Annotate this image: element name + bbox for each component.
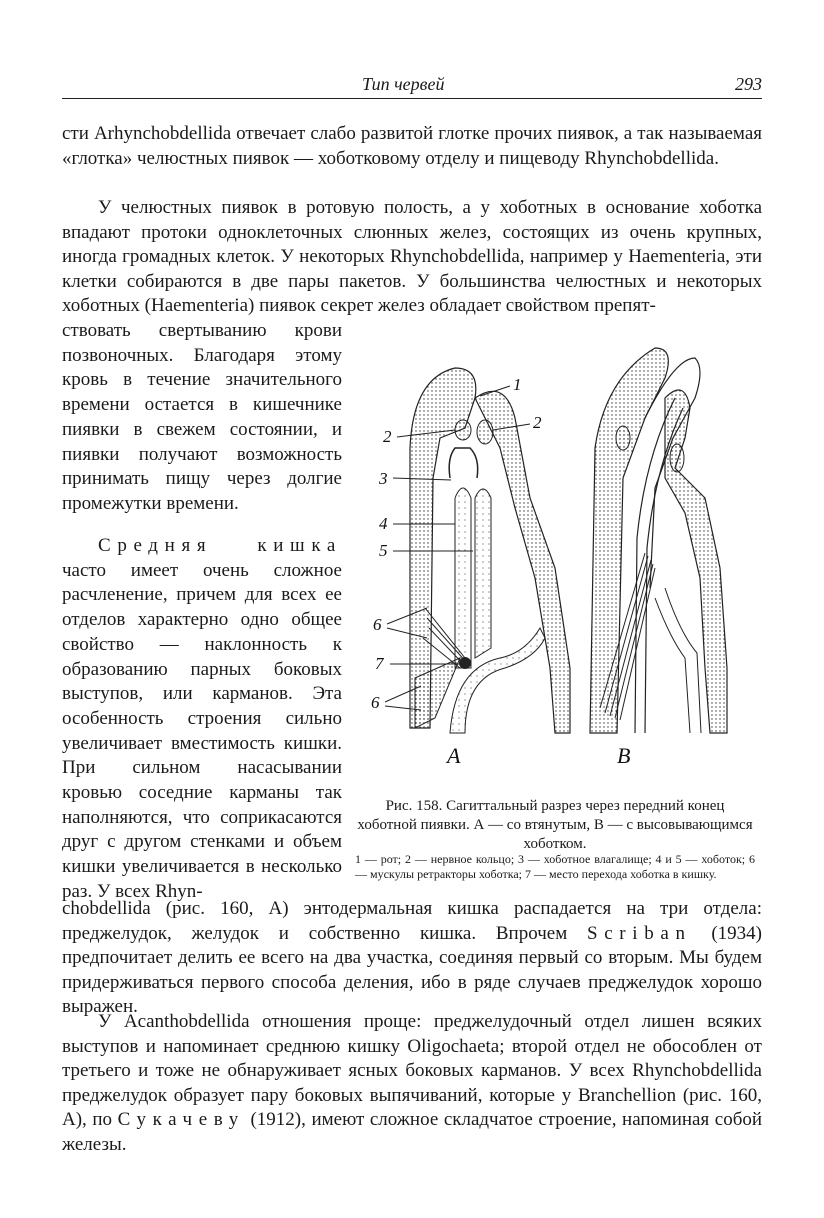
author-scriban: Scriban [587, 922, 692, 944]
fig-label-3: 3 [379, 469, 388, 488]
fig-label-1: 1 [513, 375, 522, 394]
author-sukachev: Сукачеву [117, 1109, 245, 1131]
paragraph-3-full [62, 897, 762, 1020]
paragraph-2-column: ствовать свертыванию крови позвоночных. Благодаря этому кровь в течение значительного времени остается в кишечнике пиявки в свежем состоянии, и пиявки получают возможность принимать пищу через долгие промежутки времени. [62, 320, 342, 514]
fig-label-2-right: 2 [533, 413, 542, 432]
panel-a-label: A [447, 743, 461, 768]
paragraph-1: сти Arhynchobdellida отвечает слабо развитой глотке прочих пиявок, а так называемая «глотка» челюстных пиявок — хоботковому отделу и пищеводу Rhynchobdellida. [62, 123, 762, 169]
paragraph-2: У челюстных пиявок в ротовую полость, а у хоботных в основание хоботка впадают протоки одноклеточных слюнных желез, состоящих из очень крупных, иногда громадных клеток. У некоторых Rhynchobdellida, например у Haementeria, эти клетки собираются в две пары пакетов. У большинства челюстных и некоторых хоботных (Haementeria) пиявок секрет желез обладает свойством препят- [62, 197, 762, 317]
fig-label-5: 5 [379, 541, 388, 560]
paragraph-3-full-text: chobdellida (рис. 160, А) энтодермальная кишка распадается на три отдела: преджелудок, желудок и собственно кишка. Впрочем [62, 898, 762, 944]
figure-158 [355, 338, 755, 778]
paragraph-3-column-text: часто имеет очень сложное расчленение, причем для всех ее отделов характерно одно общее свойство — наклонность к образованию парных боковых выступов, или карманов. Эта особенность строения сильно увеличивает вместимость кишки. При сильном насасывании кровью соседние карманы так наполняются, что соприкасаются друг с другом стенками и объем кишки увеличивается в несколько раз. У всех Rhyn- [62, 559, 342, 902]
fig-label-6-lower: 6 [371, 693, 380, 712]
paragraph-4-start: У Acanthobdellida отношения проще: преджелудочный отдел лишен всяких выступов и напоминает среднюю кишку Oligochaeta; второй отдел не обособлен от третьего и тоже не обнаруживает ясных боковых карманов. У всех Rhynchobdellida преджелудок образует пару боковых выпячиваний, которые у Branchellion (рис. 160, А), по [62, 1011, 762, 1131]
paragraph-3-lead: Средняя кишка [98, 535, 342, 556]
figure-caption: Рис. 158. Сагиттальный разрез через передний конец хоботной пиявки. А — со втянутым, В — с высовывающимся хоботком. [357, 798, 753, 852]
page-number: 293 [735, 74, 762, 94]
fig-label-7: 7 [375, 654, 384, 673]
paragraph-3-end: (1934) предпочитает делить ее всего на два участка, соединяя первый со вторым. Мы будем придерживаться первого способа деления, ибо в ряде случаев преджелудок хорошо выражен. [62, 922, 763, 1018]
running-title: Тип червей [362, 74, 445, 94]
panel-b-drawing [590, 348, 727, 733]
paragraph-4 [62, 1010, 762, 1158]
figure-legend: 1 — рот; 2 — нервное кольцо; 3 — хоботное влагалище; 4 и 5 — хоботок; 6 — мускулы ретракторы хоботка; 7 — место перехода хоботка в кишку. [355, 852, 755, 881]
running-header [62, 72, 762, 99]
fig-label-4: 4 [379, 514, 388, 533]
fig-label-6-upper: 6 [373, 615, 382, 634]
panel-b-label: B [617, 743, 631, 768]
paragraph-3-column [62, 534, 342, 905]
paragraph-4-end: (1912), имеют сложное складчатое строение, напоминая собой железы. [62, 1109, 763, 1155]
fig-label-2-left: 2 [383, 427, 392, 446]
